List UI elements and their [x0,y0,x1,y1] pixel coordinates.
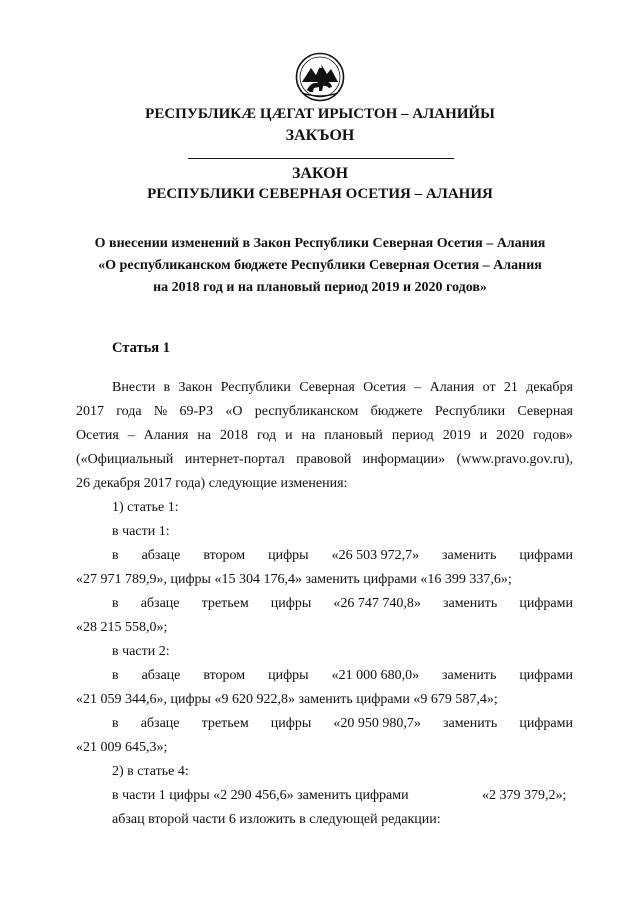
word: «21 000 680,0» [331,668,420,683]
word: 69-РЗ [179,404,214,419]
law-title-line: О внесении изменений в Закон Республики Северная Осетия – Алания [94,236,546,251]
word: Осетия [76,428,119,443]
word: «26 747 740,8» [333,596,421,611]
body-text-line: «27 971 789,9», цифры «15 304 176,4» заменить цифрами «16 399 337,6»; [76,572,512,587]
word: и [479,428,488,443]
word: цифры [270,596,312,611]
word: заменить [442,548,497,563]
word: Алания [143,428,189,443]
word: интернет-портал [184,452,285,467]
word: в [112,716,119,731]
word: в [163,380,171,395]
word: 2019 [442,428,471,443]
body-text-line: «2 379 379,2»; [482,788,567,803]
body-text-line: «28 215 558,0»; [76,620,168,635]
word: 2018 [220,428,249,443]
body-text-line: абзац второй части 6 изложить в следующей редакции: [112,812,441,827]
republic-name-ossetian: РЕСПУБЛИКÆ ЦÆГАТ ИРЫСТОН – АЛАНИЙЫ [145,106,495,122]
body-text-line [76,428,573,444]
word: («Официальный [76,452,174,467]
word: цифрами [519,716,573,731]
word: цифры [270,716,312,731]
word: «20 950 980,7» [333,716,421,731]
word: – [414,380,422,395]
word: год [256,428,277,443]
word: абзаце [140,596,180,611]
body-text-line [112,380,573,396]
body-text-line [112,596,573,612]
word: 2020 [496,428,525,443]
body-text-line [112,716,573,732]
body-text-line [76,404,573,420]
word: заменить [442,668,497,683]
word: цифры [268,668,309,683]
word: плановый [324,428,383,443]
word: информации» [362,452,446,467]
word: Северная [299,380,355,395]
word: декабря [526,380,573,395]
body-text-line: «21 009 645,3»; [76,740,168,755]
header-divider [188,158,454,159]
word: (www.pravo.gov.ru), [456,452,573,467]
word: цифрами [519,668,573,683]
word: республиканском [254,404,359,419]
word: цифрами [519,596,573,611]
word: абзаце [140,716,180,731]
word: Северная [517,404,573,419]
word: в [112,596,119,611]
word: № [153,404,168,419]
law-label-ossetian: ЗАКЪОН [285,127,355,144]
word: бюджете [370,404,423,419]
word: на [301,428,316,443]
word: и [285,428,293,443]
word: Закон [178,380,213,395]
law-title-line: на 2018 год и на плановый период 2019 и 2020 годов» [153,280,487,295]
body-text-line [112,548,573,564]
list-item-1: 1) статье 1: [112,500,179,515]
word: «О [225,404,243,419]
word: третьем [201,716,249,731]
word: Внести [112,380,156,395]
body-text-line [112,668,573,684]
word: втором [203,668,246,683]
word: в [112,548,119,563]
word: абзаце [141,548,181,563]
body-text-line: 26 декабря 2017 года) следующие изменения: [76,476,348,491]
word: период [391,428,434,443]
word: от [482,380,496,395]
republic-name-russian: РЕСПУБЛИКИ СЕВЕРНАЯ ОСЕТИЯ – АЛАНИЯ [147,186,493,202]
word: Осетия [363,380,406,395]
word: годов» [533,428,573,443]
word: цифры [268,548,309,563]
word: года [116,404,142,419]
word: 21 [503,380,518,395]
word: Алания [429,380,475,395]
word: Республики [220,380,291,395]
coat-of-arms-emblem-icon [295,52,345,102]
word: «26 503 972,7» [331,548,420,563]
law-title-line: «О республиканском бюджете Республики Северная Осетия – Алания [98,258,542,273]
word: абзаце [141,668,181,683]
body-text-line: «21 059 344,6», цифры «9 620 922,8» заменить цифрами «9 679 587,4»; [76,692,498,707]
body-text-line: в части 1 цифры «2 290 456,6» заменить цифрами [112,788,409,803]
body-text-line [76,452,573,468]
word: 2017 [76,404,104,419]
word: втором [203,548,246,563]
word: заменить [442,716,498,731]
word: Республики [434,404,506,419]
list-item-2: 2) в статье 4: [112,764,189,779]
word: цифрами [519,548,573,563]
word: – [127,428,135,443]
word: третьем [201,596,249,611]
part-heading: в части 1: [112,524,170,539]
word: на [197,428,212,443]
law-label-russian: ЗАКОН [291,165,349,182]
word: правовой [296,452,352,467]
article-heading: Статья 1 [112,340,170,356]
word: в [112,668,119,683]
part-heading: в части 2: [112,644,170,659]
word: заменить [442,596,498,611]
